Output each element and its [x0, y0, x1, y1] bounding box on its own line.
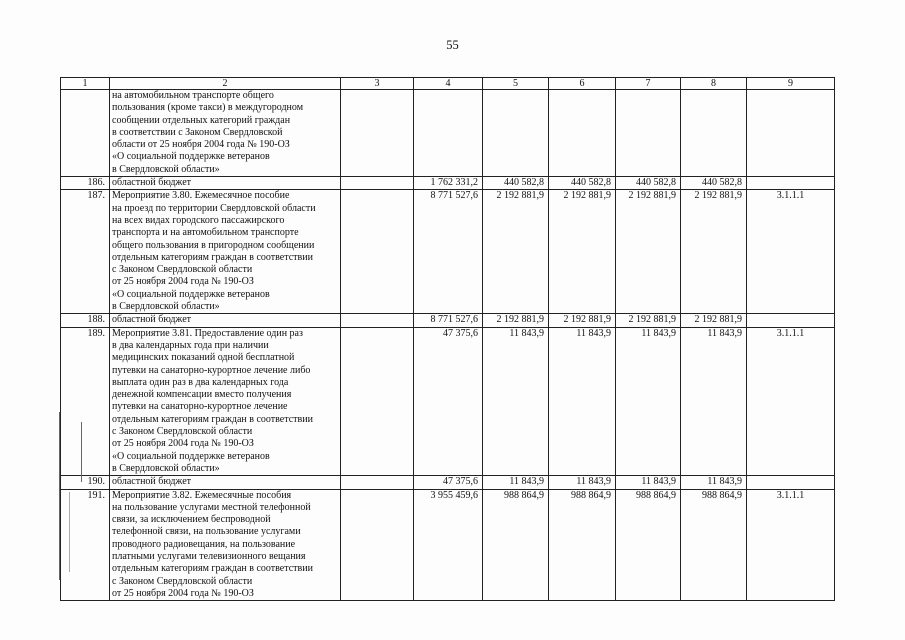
description-line: в Свердловской области» — [112, 462, 220, 474]
description-line: путевки на санаторно-курортное лечение либо — [112, 364, 311, 376]
row-description — [110, 90, 341, 177]
row-col-6: 11 843,9 — [549, 476, 616, 489]
table-row — [61, 489, 835, 601]
row-number: 191. — [61, 489, 110, 601]
description-line: с Законом Свердловской области — [112, 426, 253, 438]
row-col-8: 11 843,9 — [681, 476, 747, 489]
row-col-5: 2 192 881,9 — [483, 314, 549, 327]
row-col-6: 440 582,8 — [549, 177, 616, 190]
row-description — [110, 327, 341, 476]
description-line: с Законом Свердловской области — [112, 264, 253, 276]
row-col-5: 988 864,9 — [483, 489, 549, 601]
column-header: 8 — [681, 78, 747, 90]
row-col-3 — [341, 476, 414, 489]
table-row — [61, 314, 835, 327]
row-target-code — [747, 90, 835, 177]
row-description — [110, 177, 341, 190]
description-line: проводного радиовещания, на пользование — [112, 538, 296, 550]
description-line: отдельным категориям граждан в соответствии — [112, 251, 313, 263]
row-col-7: 2 192 881,9 — [616, 314, 681, 327]
table-row — [61, 190, 835, 314]
row-col-6: 988 864,9 — [549, 489, 616, 601]
row-col-8: 2 192 881,9 — [681, 190, 747, 314]
row-col-3 — [341, 327, 414, 476]
row-col-4: 1 762 331,2 — [414, 177, 483, 190]
description-line: областной бюджет — [112, 177, 192, 189]
page-number: 55 — [446, 38, 459, 52]
row-col-7: 11 843,9 — [616, 476, 681, 489]
row-number: 189. — [61, 327, 110, 476]
table-row — [61, 327, 835, 476]
description-line: на пользование услугами местной телефонной — [112, 501, 311, 513]
description-line: Мероприятие 3.82. Ежемесячные пособия — [112, 489, 292, 501]
row-description — [110, 190, 341, 314]
margin-stamp — [57, 412, 83, 580]
row-target-code: 3.1.1.1 — [747, 489, 835, 601]
row-col-5: 11 843,9 — [483, 476, 549, 489]
description-line: общего пользования в пригородном сообщении — [112, 239, 315, 251]
column-header-row — [61, 78, 835, 90]
description-line: пользования (кроме такси) в междугородном — [112, 102, 304, 114]
row-col-6: 2 192 881,9 — [549, 314, 616, 327]
description-line: на проезд по территории Свердловской области — [112, 202, 316, 214]
row-number — [61, 90, 110, 177]
row-description — [110, 314, 341, 327]
table-row — [61, 90, 835, 177]
row-target-code: 3.1.1.1 — [747, 327, 835, 476]
row-col-8: 11 843,9 — [681, 327, 747, 476]
budget-table — [60, 77, 835, 601]
description-line: с Законом Свердловской области — [112, 575, 253, 587]
row-col-6: 11 843,9 — [549, 327, 616, 476]
description-line: путевки на санаторно-курортное лечение — [112, 401, 288, 413]
row-description — [110, 489, 341, 601]
description-line: сообщении отдельных категорий граждан — [112, 114, 291, 126]
row-target-code — [747, 177, 835, 190]
description-line: на автомобильном транспорте общего — [112, 90, 274, 101]
row-col-8: 988 864,9 — [681, 489, 747, 601]
description-line: транспорта и на автомобильном транспорте — [112, 227, 299, 239]
row-col-3 — [341, 314, 414, 327]
description-line: от 25 ноября 2004 года № 190-ОЗ — [112, 438, 254, 450]
description-line: отдельным категориям граждан в соответствии — [112, 413, 313, 425]
description-line: от 25 ноября 2004 года № 190-ОЗ — [112, 587, 254, 599]
table-row — [61, 476, 835, 489]
description-line: платными услугами телевизионного вещания — [112, 550, 306, 562]
description-line: от 25 ноября 2004 года № 190-ОЗ — [112, 276, 254, 288]
row-col-4: 47 375,6 — [414, 476, 483, 489]
column-header: 3 — [341, 78, 414, 90]
column-header: 1 — [61, 78, 110, 90]
row-col-4 — [414, 90, 483, 177]
row-col-8 — [681, 90, 747, 177]
row-col-8: 2 192 881,9 — [681, 314, 747, 327]
row-col-4: 3 955 459,6 — [414, 489, 483, 601]
column-header: 9 — [747, 78, 835, 90]
row-number: 188. — [61, 314, 110, 327]
row-col-4: 8 771 527,6 — [414, 314, 483, 327]
description-line: областной бюджет — [112, 476, 192, 488]
description-line: области от 25 ноября 2004 года № 190-ОЗ — [112, 139, 290, 151]
description-line: выплата один раз в два календарных года — [112, 376, 289, 388]
row-number: 190. — [61, 476, 110, 489]
description-line: на всех видах городского пассажирского — [112, 214, 285, 226]
row-col-7: 988 864,9 — [616, 489, 681, 601]
row-col-5 — [483, 90, 549, 177]
description-line: «О социальной поддержке ветеранов — [112, 151, 270, 163]
column-header: 6 — [549, 78, 616, 90]
row-col-7: 440 582,8 — [616, 177, 681, 190]
row-description — [110, 476, 341, 489]
row-target-code: 3.1.1.1 — [747, 190, 835, 314]
row-col-3 — [341, 90, 414, 177]
row-col-6: 2 192 881,9 — [549, 190, 616, 314]
description-line: телефонной связи, на пользование услугами — [112, 526, 301, 538]
table-row — [61, 177, 835, 190]
row-col-3 — [341, 489, 414, 601]
row-col-3 — [341, 190, 414, 314]
description-line: «О социальной поддержке ветеранов — [112, 450, 270, 462]
description-line: Мероприятие 3.81. Предоставление один раз — [112, 327, 303, 339]
description-line: в два календарных года при наличии — [112, 339, 269, 351]
row-number: 187. — [61, 190, 110, 314]
description-line: в соответствии с Законом Свердловской — [112, 126, 283, 138]
row-col-8: 440 582,8 — [681, 177, 747, 190]
description-line: «О социальной поддержке ветеранов — [112, 288, 270, 300]
row-col-7 — [616, 90, 681, 177]
description-line: денежной компенсации вместо получения — [112, 389, 292, 401]
row-col-3 — [341, 177, 414, 190]
row-col-5: 440 582,8 — [483, 177, 549, 190]
row-col-7: 11 843,9 — [616, 327, 681, 476]
description-line: медицинских показаний одной бесплатной — [112, 352, 295, 364]
row-col-6 — [549, 90, 616, 177]
column-header: 7 — [616, 78, 681, 90]
row-target-code — [747, 476, 835, 489]
row-number: 186. — [61, 177, 110, 190]
row-col-4: 8 771 527,6 — [414, 190, 483, 314]
column-header: 2 — [110, 78, 341, 90]
row-target-code — [747, 314, 835, 327]
row-col-7: 2 192 881,9 — [616, 190, 681, 314]
description-line: в Свердловской области» — [112, 301, 220, 313]
description-line: связи, за исключением беспроводной — [112, 514, 271, 526]
column-header: 5 — [483, 78, 549, 90]
description-line: Мероприятие 3.80. Ежемесячное пособие — [112, 190, 290, 202]
row-col-5: 2 192 881,9 — [483, 190, 549, 314]
column-header: 4 — [414, 78, 483, 90]
row-col-5: 11 843,9 — [483, 327, 549, 476]
description-line: областной бюджет — [112, 314, 192, 326]
description-line: в Свердловской области» — [112, 163, 220, 175]
row-col-4: 47 375,6 — [414, 327, 483, 476]
description-line: отдельным категориям граждан в соответствии — [112, 563, 313, 575]
